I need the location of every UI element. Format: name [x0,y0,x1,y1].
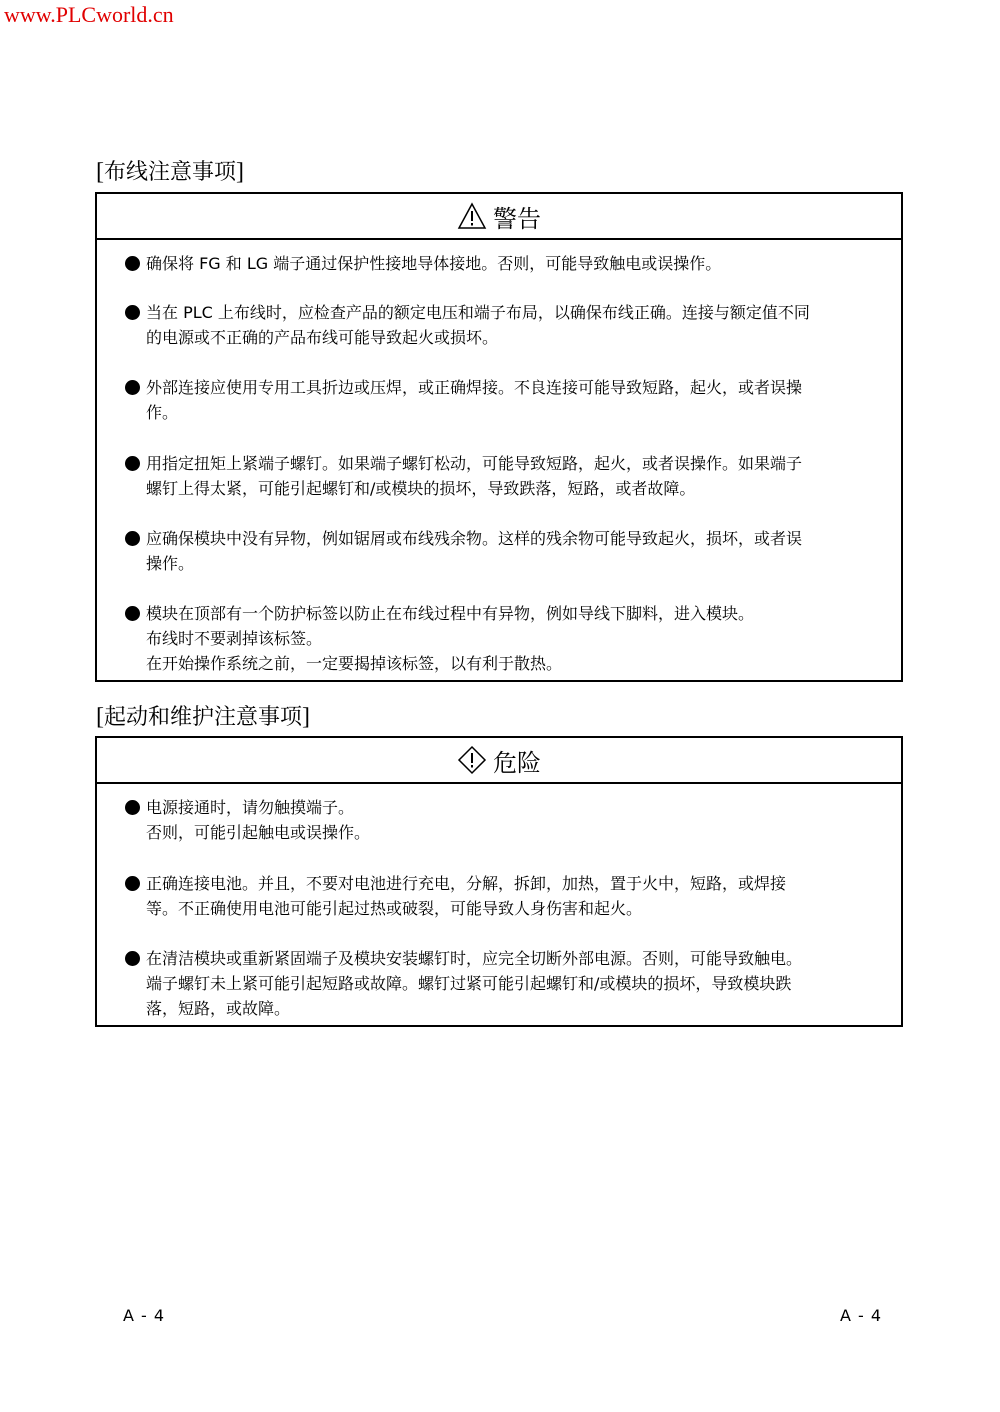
watermark-url: www.PLCworld.cn [4,2,174,27]
list-item: 确保将 FG 和 LG 端子通过保护性接地导体接地。否则，可能导致触电或误操作。 [97,251,901,276]
list-item: 模块在顶部有一个防护标签以防止在布线过程中有异物，例如导线下脚料，进入模块。 布线时不要剥掉该标签。 在开始操作系统之前，一定要揭掉该标签，以有利于散热。 [97,601,901,676]
list-item: 用指定扭矩上紧端子螺钉。如果端子螺钉松动，可能导致短路，起火，或者误操作。如果端子 螺钉上得太紧，可能引起螺钉和/或模块的损坏，导致跌落，短路，或者故障。 [97,451,901,501]
list-item: 外部连接应使用专用工具折边或压焊，或正确焊接。不良连接可能导致短路，起火，或者误操 作。 [97,375,901,425]
bullet-icon [125,876,140,891]
warning-header: 警告 [97,194,901,240]
section-title-wiring: [布线注意事项] [96,159,245,185]
bullet-icon [125,256,140,271]
list-item: 应确保模块中没有异物，例如锯屑或布线残余物。这样的残余物可能导致起火，损坏，或者误 操作。 [97,526,901,576]
list-item: 电源接通时，请勿触摸端子。 否则，可能引起触电或误操作。 [97,795,901,845]
list-item: 当在 PLC 上布线时，应检查产品的额定电压和端子布局，以确保布线正确。连接与额定值不同 的电源或不正确的产品布线可能导致起火或损坏。 [97,300,901,350]
bullet-icon [125,951,140,966]
warning-triangle-icon [457,202,487,230]
bullet-icon [125,531,140,546]
bullet-icon [125,305,140,320]
list-item: 在清洁模块或重新紧固端子及模块安装螺钉时，应完全切断外部电源。否则，可能导致触电。 端子螺钉未上紧可能引起短路或故障。螺钉过紧可能引起螺钉和/或模块的损坏，导致模块跌 落，短路，或故障。 [97,946,901,1021]
bullet-icon [125,380,140,395]
danger-box [95,736,903,1027]
list-item: 正确连接电池。并且，不要对电池进行充电，分解，拆卸，加热，置于火中，短路，或焊接 等。不正确使用电池可能引起过热或破裂，可能导致人身伤害和起火。 [97,871,901,921]
bullet-icon [125,800,140,815]
bullet-icon [125,606,140,621]
page-number-right: A - 4 [840,1306,883,1325]
page-number-left: A - 4 [123,1306,166,1325]
danger-header: 危险 [97,738,901,784]
section-title-startup-maintenance: [起动和维护注意事项] [96,704,311,730]
warning-box [95,192,903,682]
bullet-icon [125,456,140,471]
danger-diamond-icon [457,745,487,775]
